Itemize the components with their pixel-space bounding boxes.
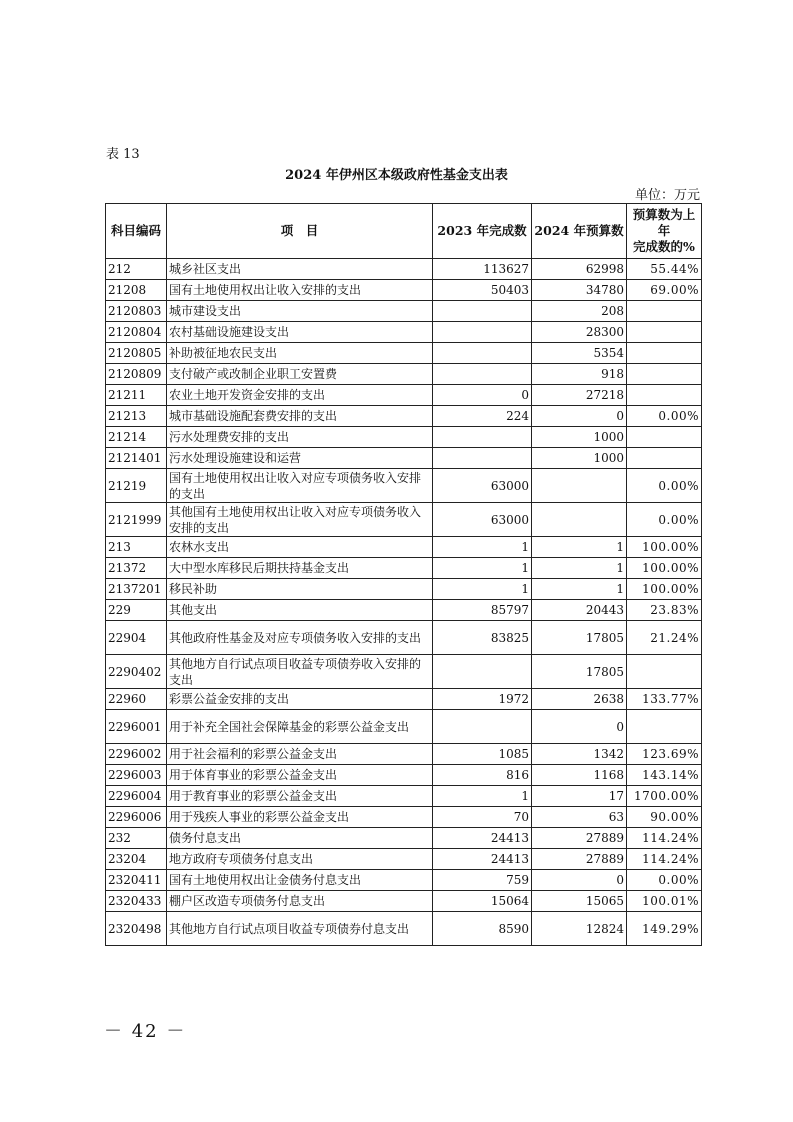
ratio-cell: 133.77% [627,689,702,710]
table-row [106,710,702,744]
actual-2023-cell: 224 [433,406,532,427]
table-row [106,322,702,343]
ratio-cell: 0.00% [627,503,702,537]
actual-2023-cell: 70 [433,807,532,828]
actual-2023-cell: 63000 [433,469,532,503]
actual-2023-cell: 50403 [433,280,532,301]
table-row [106,537,702,558]
item-name-cell: 用于残疾人事业的彩票公益金支出 [167,807,433,828]
table-row [106,870,702,891]
table-row [106,503,702,537]
table-row [106,280,702,301]
ratio-cell: 1700.00% [627,786,702,807]
table-row [106,364,702,385]
code-cell: 2320498 [106,912,167,946]
item-name-cell: 补助被征地农民支出 [167,343,433,364]
item-name-cell: 债务付息支出 [167,828,433,849]
ratio-cell: 23.83% [627,600,702,621]
ratio-cell: 69.00% [627,280,702,301]
budget-2024-cell: 34780 [532,280,627,301]
table-row [106,689,702,710]
code-cell: 2120803 [106,301,167,322]
budget-2024-cell: 17805 [532,621,627,655]
item-name-cell: 彩票公益金安排的支出 [167,689,433,710]
budget-2024-cell: 63 [532,807,627,828]
ratio-cell [627,322,702,343]
actual-2023-cell [433,655,532,689]
ratio-cell: 100.00% [627,558,702,579]
actual-2023-cell: 1 [433,537,532,558]
table-row [106,655,702,689]
actual-2023-cell: 0 [433,385,532,406]
ratio-cell [627,364,702,385]
actual-2023-cell: 24413 [433,849,532,870]
budget-2024-cell: 1000 [532,448,627,469]
unit-label: 单位：万元 [634,188,700,203]
item-name-cell: 污水处理费安排的支出 [167,427,433,448]
budget-2024-cell: 0 [532,406,627,427]
ratio-cell [627,448,702,469]
code-cell: 229 [106,600,167,621]
header-2024-budget: 2024 年预算数 [532,204,627,259]
table-row [106,786,702,807]
item-name-cell: 移民补助 [167,579,433,600]
actual-2023-cell [433,448,532,469]
item-name-cell: 其他地方自行试点项目收益专项债券收入安排的支出 [167,655,433,689]
item-name-cell: 用于社会福利的彩票公益金支出 [167,744,433,765]
actual-2023-cell: 24413 [433,828,532,849]
actual-2023-cell: 816 [433,765,532,786]
table-row [106,849,702,870]
budget-2024-cell: 1000 [532,427,627,448]
actual-2023-cell [433,364,532,385]
ratio-cell [627,427,702,448]
code-cell: 21208 [106,280,167,301]
code-cell: 22960 [106,689,167,710]
item-name-cell: 城市建设支出 [167,301,433,322]
ratio-cell [627,710,702,744]
budget-2024-cell: 0 [532,710,627,744]
code-cell: 2320411 [106,870,167,891]
budget-2024-cell: 20443 [532,600,627,621]
actual-2023-cell: 83825 [433,621,532,655]
budget-2024-cell: 2638 [532,689,627,710]
table-row [106,912,702,946]
item-name-cell: 支付破产或改制企业职工安置费 [167,364,433,385]
ratio-cell: 143.14% [627,765,702,786]
code-cell: 2320433 [106,891,167,912]
item-name-cell: 城市基础设施配套费安排的支出 [167,406,433,427]
ratio-cell [627,655,702,689]
ratio-cell: 0.00% [627,870,702,891]
budget-2024-cell: 1168 [532,765,627,786]
budget-2024-cell: 918 [532,364,627,385]
budget-2024-cell [532,469,627,503]
budget-2024-cell: 27889 [532,828,627,849]
actual-2023-cell: 759 [433,870,532,891]
table-row [106,385,702,406]
budget-2024-cell: 12824 [532,912,627,946]
actual-2023-cell: 63000 [433,503,532,537]
item-name-cell: 污水处理设施建设和运营 [167,448,433,469]
table-row [106,579,702,600]
header-row [106,204,702,259]
budget-2024-cell: 1342 [532,744,627,765]
page-number: － 42 － [104,1021,187,1042]
ratio-cell: 100.01% [627,891,702,912]
code-cell: 2137201 [106,579,167,600]
table-row [106,448,702,469]
code-cell: 21372 [106,558,167,579]
actual-2023-cell [433,301,532,322]
item-name-cell: 用于教育事业的彩票公益金支出 [167,786,433,807]
item-name-cell: 国有土地使用权出让收入对应专项债务收入安排的支出 [167,469,433,503]
ratio-cell: 114.24% [627,828,702,849]
code-cell: 2121401 [106,448,167,469]
item-name-cell: 其他国有土地使用权出让收入对应专项债务收入安排的支出 [167,503,433,537]
code-cell: 2121999 [106,503,167,537]
ratio-cell: 149.29% [627,912,702,946]
code-cell: 2296004 [106,786,167,807]
code-cell: 21219 [106,469,167,503]
code-cell: 2296006 [106,807,167,828]
code-cell: 2296002 [106,744,167,765]
actual-2023-cell [433,710,532,744]
table-row [106,469,702,503]
table-number-label: 表 13 [106,147,140,162]
budget-2024-cell: 27889 [532,849,627,870]
item-name-cell: 其他政府性基金及对应专项债务收入安排的支出 [167,621,433,655]
item-name-cell: 棚户区改造专项债务付息支出 [167,891,433,912]
budget-2024-cell: 1 [532,558,627,579]
actual-2023-cell: 1972 [433,689,532,710]
item-name-cell: 其他地方自行试点项目收益专项债券付息支出 [167,912,433,946]
code-cell: 2296003 [106,765,167,786]
item-name-cell: 地方政府专项债务付息支出 [167,849,433,870]
header-code: 科目编码 [106,204,167,259]
budget-2024-cell: 0 [532,870,627,891]
table-row [106,891,702,912]
ratio-cell: 0.00% [627,469,702,503]
table-row [106,765,702,786]
header-ratio: 预算数为上年 完成数的% [627,204,702,259]
ratio-cell [627,301,702,322]
item-name-cell: 大中型水库移民后期扶持基金支出 [167,558,433,579]
actual-2023-cell: 85797 [433,600,532,621]
ratio-cell: 123.69% [627,744,702,765]
budget-2024-cell: 28300 [532,322,627,343]
budget-2024-cell: 208 [532,301,627,322]
table-row [106,301,702,322]
table-row [106,558,702,579]
code-cell: 2290402 [106,655,167,689]
table-row [106,828,702,849]
item-name-cell: 其他支出 [167,600,433,621]
item-name-cell: 城乡社区支出 [167,259,433,280]
table-row [106,343,702,364]
table-title: 2024 年伊州区本级政府性基金支出表 [285,168,508,183]
code-cell: 21214 [106,427,167,448]
budget-2024-cell: 1 [532,537,627,558]
ratio-cell [627,343,702,364]
code-cell: 2296001 [106,710,167,744]
item-name-cell: 国有土地使用权出让金债务付息支出 [167,870,433,891]
table-row [106,621,702,655]
header-item: 项 目 [167,204,433,259]
ratio-cell: 100.00% [627,537,702,558]
table-row [106,600,702,621]
item-name-cell: 农林水支出 [167,537,433,558]
budget-2024-cell: 27218 [532,385,627,406]
code-cell: 23204 [106,849,167,870]
budget-2024-cell: 1 [532,579,627,600]
ratio-cell: 100.00% [627,579,702,600]
code-cell: 2120804 [106,322,167,343]
table-row [106,427,702,448]
actual-2023-cell [433,343,532,364]
item-name-cell: 用于体育事业的彩票公益金支出 [167,765,433,786]
actual-2023-cell: 8590 [433,912,532,946]
budget-2024-cell: 15065 [532,891,627,912]
fund-expenditure-table [105,203,702,946]
code-cell: 213 [106,537,167,558]
ratio-cell: 21.24% [627,621,702,655]
ratio-cell: 90.00% [627,807,702,828]
actual-2023-cell: 113627 [433,259,532,280]
budget-2024-cell: 5354 [532,343,627,364]
table-row [106,744,702,765]
code-cell: 22904 [106,621,167,655]
code-cell: 232 [106,828,167,849]
table-row [106,259,702,280]
ratio-cell [627,385,702,406]
item-name-cell: 用于补充全国社会保障基金的彩票公益金支出 [167,710,433,744]
item-name-cell: 国有土地使用权出让收入安排的支出 [167,280,433,301]
actual-2023-cell [433,427,532,448]
code-cell: 21213 [106,406,167,427]
code-cell: 21211 [106,385,167,406]
actual-2023-cell: 1 [433,558,532,579]
actual-2023-cell [433,322,532,343]
header-2023-actual: 2023 年完成数 [433,204,532,259]
actual-2023-cell: 1 [433,579,532,600]
ratio-cell: 114.24% [627,849,702,870]
code-cell: 212 [106,259,167,280]
budget-2024-cell: 17 [532,786,627,807]
item-name-cell: 农村基础设施建设支出 [167,322,433,343]
budget-2024-cell: 17805 [532,655,627,689]
ratio-cell: 55.44% [627,259,702,280]
budget-2024-cell: 62998 [532,259,627,280]
ratio-cell: 0.00% [627,406,702,427]
code-cell: 2120805 [106,343,167,364]
actual-2023-cell: 15064 [433,891,532,912]
table-row [106,406,702,427]
code-cell: 2120809 [106,364,167,385]
table-row [106,807,702,828]
budget-2024-cell [532,503,627,537]
actual-2023-cell: 1085 [433,744,532,765]
item-name-cell: 农业土地开发资金安排的支出 [167,385,433,406]
actual-2023-cell: 1 [433,786,532,807]
